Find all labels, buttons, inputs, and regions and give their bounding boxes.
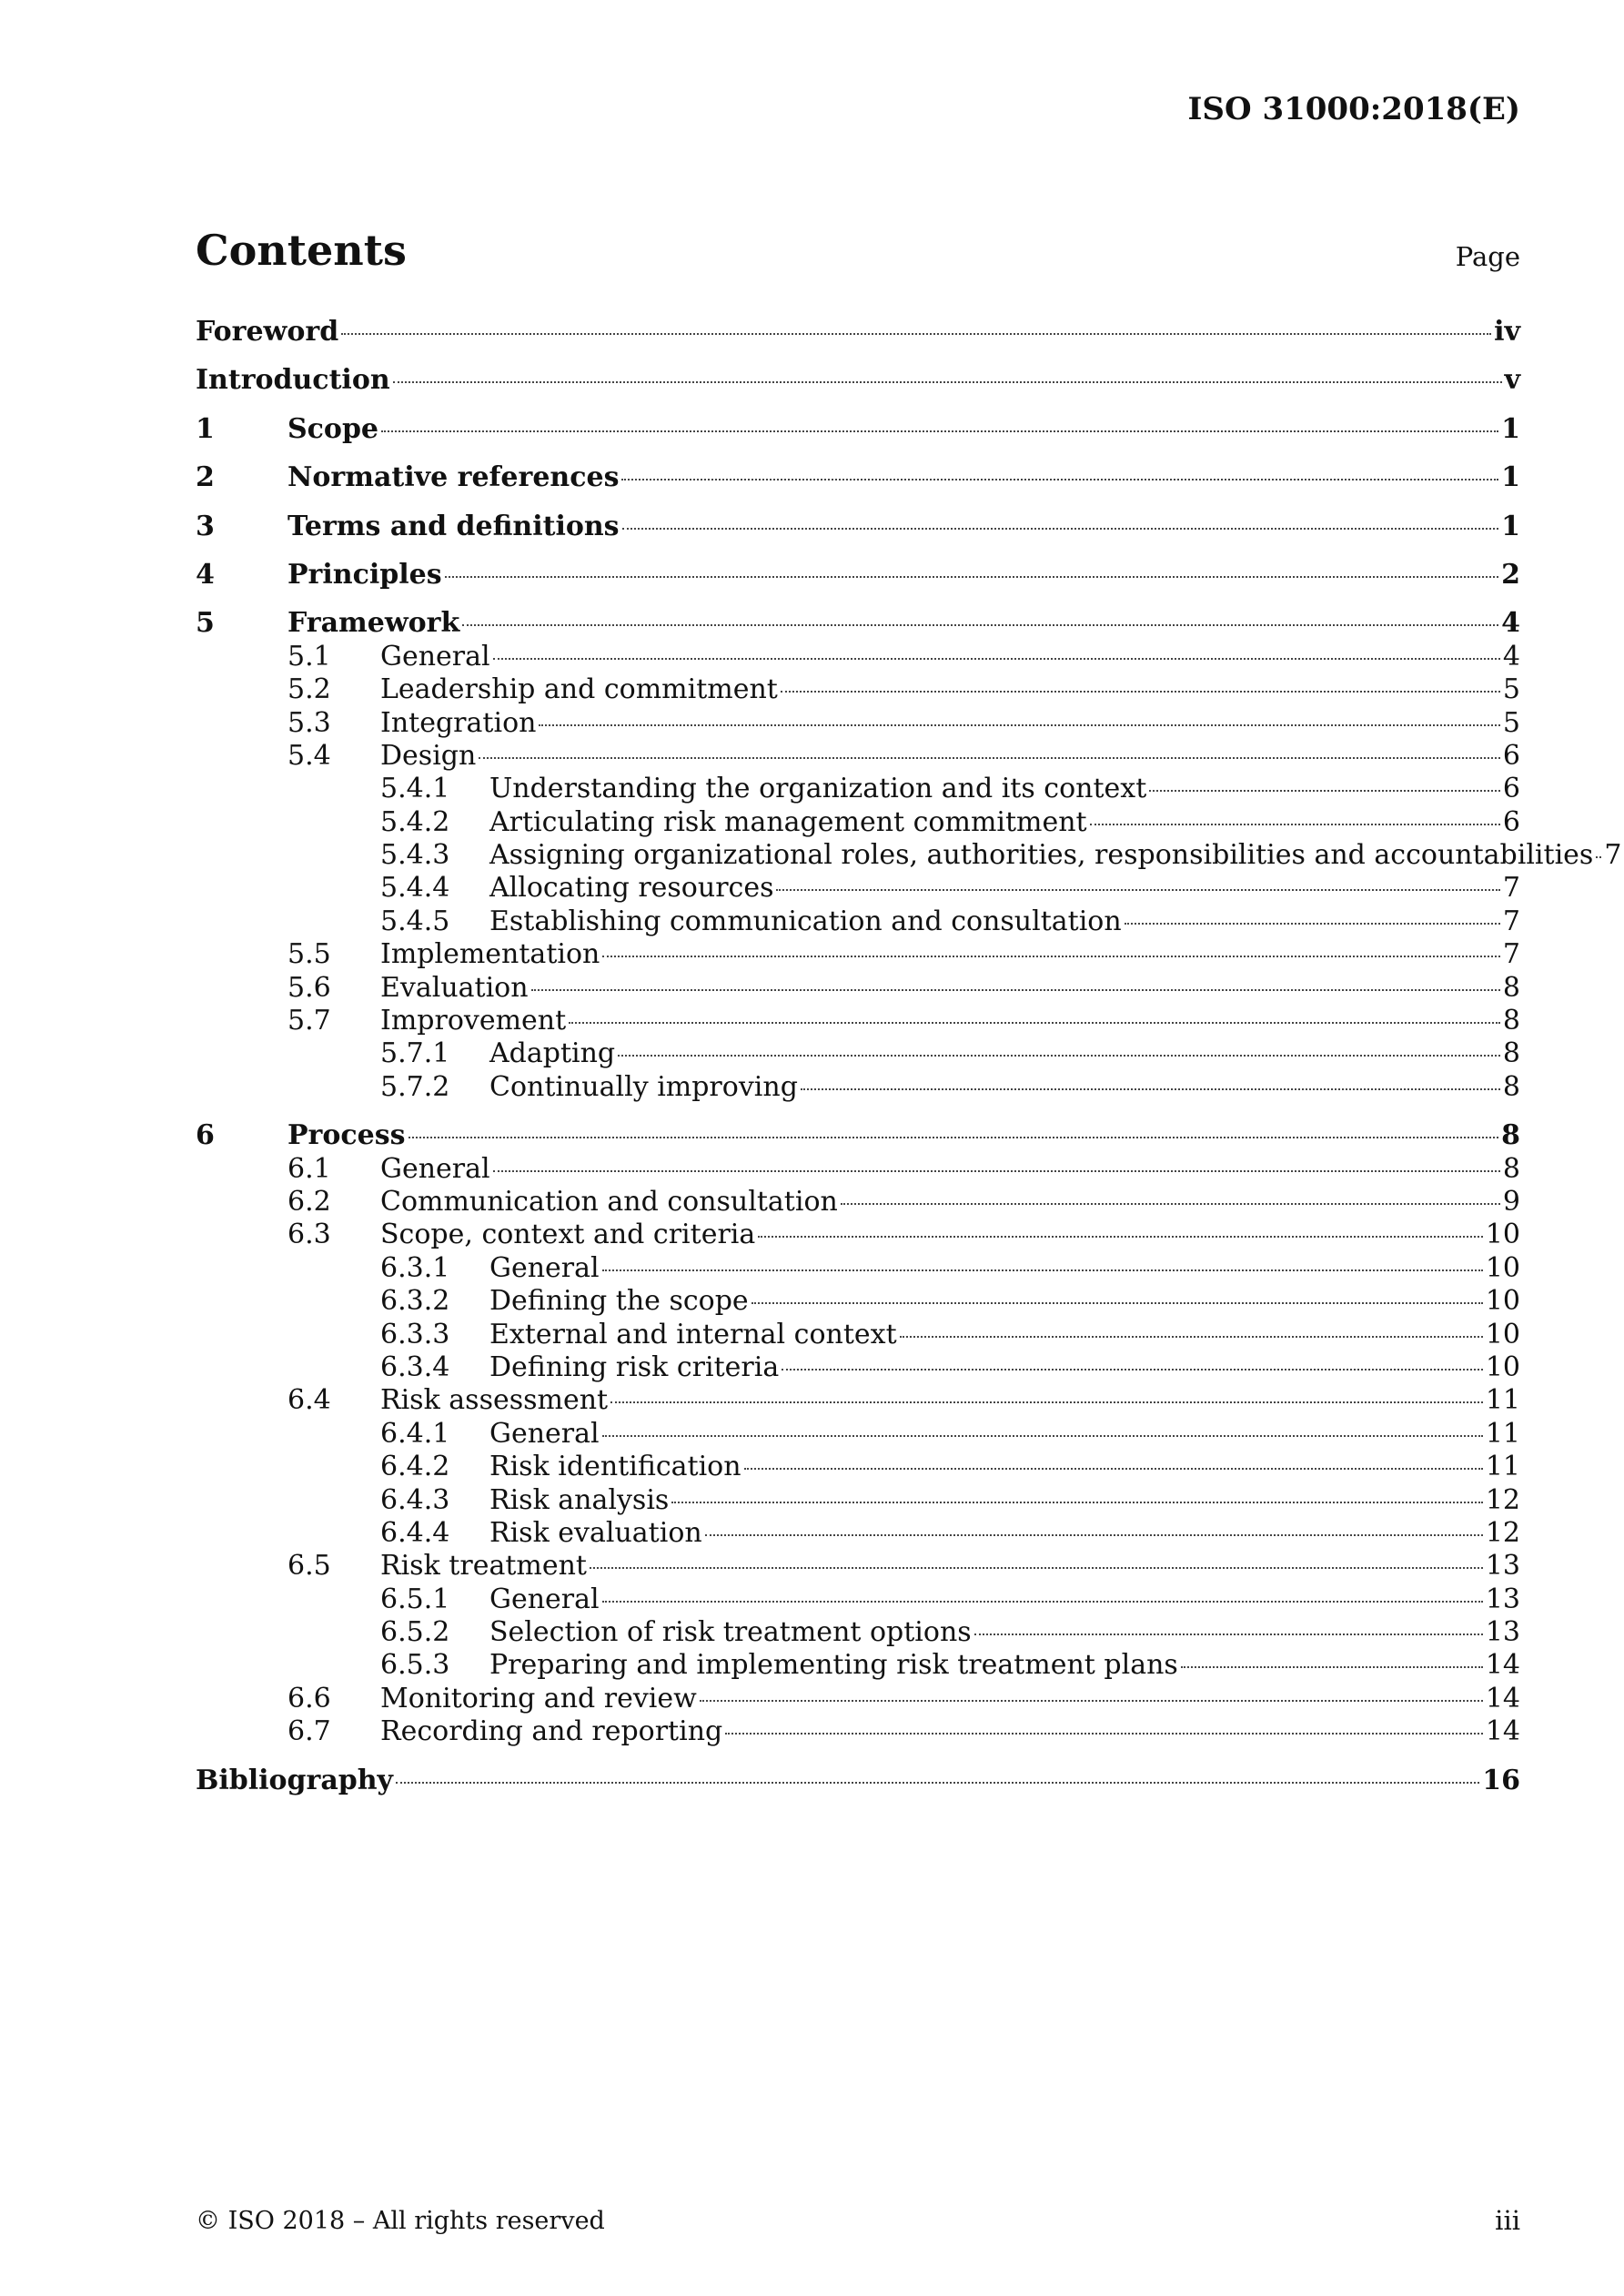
toc-entry-page: 13 <box>1485 1616 1520 1649</box>
dot-leader <box>671 1482 1482 1503</box>
toc-entry[interactable] <box>196 938 1520 971</box>
toc-entry-page: 6 <box>1502 739 1520 772</box>
toc-entry[interactable] <box>196 1037 1520 1070</box>
toc-entry-page: 8 <box>1502 1070 1520 1103</box>
dot-leader <box>493 638 1500 660</box>
toc-entry-page: 5 <box>1502 673 1520 706</box>
toc-entry-number: 5.2 <box>287 673 331 706</box>
toc-entry-number: 6.4.4 <box>380 1516 450 1549</box>
toc-entry-line <box>196 364 1520 397</box>
toc-entry-page: 10 <box>1485 1350 1520 1383</box>
toc-entry-line <box>380 1384 1520 1417</box>
toc-entry-page: 13 <box>1485 1583 1520 1615</box>
toc-entry[interactable] <box>196 1765 1520 1797</box>
toc-entry-number: 4 <box>196 558 215 591</box>
toc-entry[interactable] <box>196 1119 1520 1152</box>
toc-entry[interactable] <box>196 1683 1520 1715</box>
toc-entry-number: 5.4 <box>287 739 331 772</box>
toc-entry-line <box>489 1451 1520 1483</box>
toc-entry-page: 14 <box>1485 1715 1520 1748</box>
toc-entry-page: 10 <box>1485 1251 1520 1284</box>
toc-entry-page: 5 <box>1502 706 1520 739</box>
toc-entry-line <box>380 1550 1520 1583</box>
toc-entry-line <box>489 1517 1520 1550</box>
toc-entry-title: Risk assessment <box>380 1384 609 1417</box>
toc-entry-title: General <box>380 1152 490 1185</box>
toc-entry[interactable] <box>196 1550 1520 1583</box>
toc-entry-number: 3 <box>196 510 215 542</box>
toc-entry-title: Terms and definitions <box>287 510 620 542</box>
toc-entry-number: 6.5 <box>287 1550 331 1583</box>
toc-entry-number: 5.7.2 <box>380 1070 450 1103</box>
toc-entry-number: 6.5.3 <box>380 1649 450 1682</box>
dot-leader <box>1125 903 1500 925</box>
dot-leader <box>781 671 1500 693</box>
toc-entry[interactable] <box>196 905 1520 938</box>
toc-entry[interactable] <box>196 839 1622 872</box>
toc-entry-line <box>380 1005 1520 1037</box>
toc-entry-page: 12 <box>1485 1483 1520 1516</box>
dot-leader <box>393 361 1502 383</box>
dot-leader <box>725 1713 1483 1735</box>
toc-entry[interactable] <box>196 1186 1520 1219</box>
toc-entry-title: Articulating risk management commitment <box>489 805 1087 838</box>
dot-leader <box>622 508 1499 530</box>
toc-entry-title: Selection of risk treatment options <box>489 1616 972 1649</box>
toc-entry-line <box>380 740 1520 773</box>
toc-entry[interactable] <box>196 1649 1520 1682</box>
toc-entry-number: 6.4.2 <box>380 1451 450 1483</box>
dot-leader <box>1596 836 1601 858</box>
footer-copyright: © ISO 2018 – All rights reserved <box>196 2207 605 2235</box>
toc-entry[interactable] <box>196 673 1520 706</box>
toc-entry-line <box>489 1616 1520 1649</box>
dot-leader <box>621 459 1498 480</box>
toc-entry-page: 7 <box>1502 905 1520 937</box>
toc-entry-page: 8 <box>1501 1119 1520 1152</box>
toc-entry-line <box>380 938 1520 971</box>
toc-entry-line <box>489 1484 1520 1517</box>
toc-entry-line <box>489 1319 1520 1351</box>
dot-leader <box>751 1282 1483 1304</box>
dot-leader <box>700 1680 1483 1702</box>
dot-leader <box>539 704 1499 726</box>
toc-entry[interactable] <box>196 1451 1520 1483</box>
toc-entry-line <box>489 773 1520 805</box>
toc-entry-title: Risk analysis <box>489 1483 670 1516</box>
dot-leader <box>602 1249 1483 1271</box>
toc-entry-line <box>489 1649 1520 1682</box>
toc-entry-page: 4 <box>1502 640 1520 673</box>
dot-leader <box>705 1514 1483 1536</box>
toc-entry[interactable] <box>196 872 1520 905</box>
toc-entry-line <box>380 1715 1520 1748</box>
toc-entry[interactable] <box>196 316 1520 349</box>
toc-entry[interactable] <box>196 461 1520 494</box>
toc-entry-line <box>489 1285 1520 1318</box>
toc-entry[interactable] <box>196 1418 1520 1451</box>
dot-leader <box>479 737 1500 759</box>
toc-entry-number: 5.4.5 <box>380 905 450 937</box>
toc-entry-title: Scope, context and criteria <box>380 1219 756 1251</box>
dot-leader <box>602 1581 1483 1603</box>
toc-entry-title: Adapting <box>489 1037 616 1070</box>
toc-entry-page: 10 <box>1485 1285 1520 1318</box>
dot-leader <box>602 936 1500 957</box>
toc-entry-number: 5.7 <box>287 1005 331 1037</box>
toc-entry-line <box>196 316 1520 349</box>
toc-entry-page: 8 <box>1502 1005 1520 1037</box>
toc-entry[interactable] <box>196 1153 1520 1186</box>
toc-entry-line <box>489 839 1622 872</box>
toc-entry-title: Leadership and commitment <box>380 673 778 706</box>
dot-leader <box>493 1150 1500 1172</box>
toc-entry-title: Recording and reporting <box>380 1715 723 1748</box>
toc-entry-number: 6.3 <box>287 1219 331 1251</box>
toc-entry-page: v <box>1504 364 1520 397</box>
toc-entry-line <box>489 1037 1520 1070</box>
toc-entry-number: 6.6 <box>287 1682 331 1714</box>
dot-leader <box>381 410 1498 432</box>
dot-leader <box>900 1316 1483 1338</box>
toc-entry-page: 8 <box>1502 1037 1520 1070</box>
toc-entry-line <box>489 1252 1520 1285</box>
toc-entry-line <box>380 1153 1520 1186</box>
toc-entry-number: 5 <box>196 607 215 640</box>
toc-entry-title: Risk evaluation <box>489 1516 702 1549</box>
toc-entry-line <box>380 707 1520 740</box>
dot-leader <box>569 1002 1500 1024</box>
toc-entry-number: 6.1 <box>287 1152 331 1185</box>
toc-entry[interactable] <box>196 1351 1520 1384</box>
toc-entry-line <box>380 1219 1520 1251</box>
toc-entry-page: 8 <box>1502 1152 1520 1185</box>
toc-entry-page: 11 <box>1485 1384 1520 1417</box>
table-of-contents <box>196 316 1622 1797</box>
toc-entry-line <box>489 1071 1520 1104</box>
toc-entry-number: 2 <box>196 461 215 494</box>
toc-entry-title: Establishing communication and consultation <box>489 905 1122 937</box>
toc-entry-line <box>287 461 1520 494</box>
toc-entry-title: General <box>380 640 490 673</box>
toc-entry-number: 5.7.1 <box>380 1037 450 1070</box>
document-header-id: ISO 31000:2018(E) <box>1187 91 1520 127</box>
toc-entry-page: 2 <box>1501 558 1520 591</box>
toc-entry[interactable] <box>196 559 1520 592</box>
dot-leader <box>758 1216 1483 1238</box>
dot-leader <box>341 313 1491 335</box>
toc-entry-page: 8 <box>1502 971 1520 1004</box>
toc-entry-title: General <box>489 1251 600 1284</box>
dot-leader <box>974 1613 1483 1635</box>
toc-entry[interactable] <box>196 972 1520 1005</box>
toc-entry[interactable] <box>196 1319 1520 1351</box>
toc-entry-number: 6.2 <box>287 1185 331 1218</box>
toc-entry[interactable] <box>196 1616 1520 1649</box>
toc-entry[interactable] <box>196 707 1520 740</box>
toc-entry-title: External and internal context <box>489 1318 897 1350</box>
toc-entry-page: 11 <box>1485 1451 1520 1483</box>
toc-entry-number: 6.4.1 <box>380 1417 450 1450</box>
toc-entry-number: 6.3.3 <box>380 1318 450 1350</box>
toc-entry-number: 6.3.4 <box>380 1350 450 1383</box>
toc-entry-title: Understanding the organization and its context <box>489 773 1147 805</box>
toc-entry-line <box>380 1683 1520 1715</box>
toc-entry-title: General <box>489 1583 600 1615</box>
toc-entry[interactable] <box>196 1252 1520 1285</box>
toc-entry[interactable] <box>196 641 1520 673</box>
toc-entry-number: 5.4.1 <box>380 773 450 805</box>
toc-entry-number: 6.4.3 <box>380 1483 450 1516</box>
toc-entry-page: 16 <box>1482 1764 1520 1796</box>
toc-entry-number: 6.5.2 <box>380 1616 450 1649</box>
toc-entry-line <box>489 1351 1520 1384</box>
dot-leader <box>618 1035 1500 1057</box>
dot-leader <box>396 1762 1479 1784</box>
toc-entry-number: 5.1 <box>287 640 331 673</box>
dot-leader <box>462 604 1498 626</box>
toc-entry[interactable] <box>196 740 1520 773</box>
toc-entry[interactable] <box>196 1517 1520 1550</box>
toc-entry[interactable] <box>196 413 1520 446</box>
toc-entry-line <box>380 1186 1520 1219</box>
toc-entry-number: 5.6 <box>287 971 331 1004</box>
toc-entry-page: 1 <box>1501 461 1520 494</box>
toc-entry-page: 4 <box>1501 607 1520 640</box>
toc-entry-line <box>380 641 1520 673</box>
toc-entry-number: 6.7 <box>287 1715 331 1748</box>
toc-entry-title: Principles <box>287 558 442 591</box>
toc-entry-title: Assigning organizational roles, authorities, responsibilities and accountabilities <box>489 839 1594 872</box>
dot-leader <box>445 556 1499 578</box>
toc-entry-page: 12 <box>1485 1516 1520 1549</box>
toc-entry-title: Foreword <box>196 316 339 348</box>
toc-entry-page: 1 <box>1501 510 1520 542</box>
toc-entry[interactable] <box>196 1715 1520 1748</box>
toc-entry-page: iv <box>1494 316 1520 348</box>
toc-entry-title: Framework <box>287 607 460 640</box>
dot-leader <box>409 1117 1499 1138</box>
toc-entry-title: Defining risk criteria <box>489 1350 780 1383</box>
toc-entry-page: 13 <box>1485 1550 1520 1583</box>
toc-entry-line <box>489 905 1520 938</box>
toc-entry-number: 6 <box>196 1119 215 1152</box>
toc-entry[interactable] <box>196 1005 1520 1037</box>
toc-entry-number: 5.4.3 <box>380 839 450 872</box>
toc-entry-number: 6.5.1 <box>380 1583 450 1615</box>
dot-leader <box>1090 804 1500 825</box>
dot-leader <box>1181 1646 1483 1668</box>
footer-page-number: iii <box>1495 2205 1520 2236</box>
toc-entry-number: 6.3.2 <box>380 1285 450 1318</box>
toc-entry[interactable] <box>196 511 1520 543</box>
toc-entry-page: 1 <box>1501 412 1520 445</box>
toc-entry-title: Risk identification <box>489 1451 741 1483</box>
toc-entry-title: Scope <box>287 412 379 445</box>
toc-entry-line <box>287 511 1520 543</box>
toc-entry[interactable] <box>196 607 1520 640</box>
toc-entry[interactable] <box>196 1071 1520 1104</box>
toc-entry-number: 6.3.1 <box>380 1251 450 1284</box>
toc-entry-title: Communication and consultation <box>380 1185 838 1218</box>
toc-entry[interactable] <box>196 806 1520 839</box>
toc-entry-page: 10 <box>1485 1219 1520 1251</box>
toc-entry-page: 9 <box>1502 1185 1520 1218</box>
toc-entry-number: 5.3 <box>287 706 331 739</box>
toc-entry-page: 10 <box>1485 1318 1520 1350</box>
toc-entry-line <box>287 1119 1520 1152</box>
toc-entry[interactable] <box>196 364 1520 397</box>
toc-entry-line <box>489 806 1520 839</box>
toc-entry-line <box>489 1583 1520 1616</box>
toc-entry[interactable] <box>196 1583 1520 1616</box>
dot-leader <box>801 1068 1500 1090</box>
toc-entry[interactable] <box>196 1219 1520 1251</box>
toc-entry-page: 14 <box>1485 1649 1520 1682</box>
toc-entry-line <box>287 607 1520 640</box>
dot-leader <box>590 1547 1483 1569</box>
toc-entry-title: Monitoring and review <box>380 1682 697 1714</box>
toc-entry[interactable] <box>196 1384 1520 1417</box>
dot-leader <box>1149 770 1500 792</box>
dot-leader <box>782 1349 1483 1371</box>
toc-entry-title: Integration <box>380 706 537 739</box>
dot-leader <box>841 1183 1500 1205</box>
toc-entry-number: 5.4.2 <box>380 805 450 838</box>
toc-entry-title: Bibliography <box>196 1764 393 1796</box>
dot-leader <box>744 1448 1483 1470</box>
dot-leader <box>776 869 1499 891</box>
toc-entry-title: Normative references <box>287 461 620 494</box>
toc-entry-number: 1 <box>196 412 215 445</box>
toc-entry-page: 7 <box>1502 872 1520 905</box>
toc-entry-title: Design <box>380 739 477 772</box>
toc-entry-line <box>489 1418 1520 1451</box>
dot-leader <box>531 969 1500 991</box>
toc-entry-page: 11 <box>1485 1417 1520 1450</box>
toc-entry-line <box>287 559 1520 592</box>
toc-entry-line <box>287 413 1520 446</box>
toc-entry-title: General <box>489 1417 600 1450</box>
page-title: Contents <box>196 226 407 275</box>
toc-entry-page: 6 <box>1502 805 1520 838</box>
toc-entry-number: 5.5 <box>287 938 331 971</box>
toc-entry-line <box>489 872 1520 905</box>
toc-entry-title: Improvement <box>380 1005 567 1037</box>
toc-entry-title: Preparing and implementing risk treatment plans <box>489 1649 1178 1682</box>
toc-entry[interactable] <box>196 1285 1520 1318</box>
toc-entry-title: Allocating resources <box>489 872 774 905</box>
dot-leader <box>602 1415 1483 1437</box>
toc-entry-title: Process <box>287 1119 406 1152</box>
toc-entry-number: 6.4 <box>287 1384 331 1417</box>
toc-entry-title: Continually improving <box>489 1070 798 1103</box>
toc-entry-number: 5.4.4 <box>380 872 450 905</box>
toc-entry-page: 6 <box>1502 773 1520 805</box>
page-column-label: Page <box>1455 241 1520 272</box>
toc-entry-page: 7 <box>1502 938 1520 971</box>
toc-entry-title: Evaluation <box>380 971 529 1004</box>
toc-entry-title: Defining the scope <box>489 1285 749 1318</box>
toc-entry-line <box>380 972 1520 1005</box>
toc-entry[interactable] <box>196 1484 1520 1517</box>
toc-entry-line <box>196 1765 1520 1797</box>
toc-entry-page: 14 <box>1485 1682 1520 1714</box>
toc-entry-title: Risk treatment <box>380 1550 587 1583</box>
dot-leader <box>610 1381 1483 1403</box>
toc-entry-title: Implementation <box>380 938 600 971</box>
toc-entry[interactable] <box>196 773 1520 805</box>
toc-entry-title: Introduction <box>196 364 390 397</box>
toc-entry-page: 7 <box>1604 839 1622 872</box>
toc-entry-line <box>380 673 1520 706</box>
